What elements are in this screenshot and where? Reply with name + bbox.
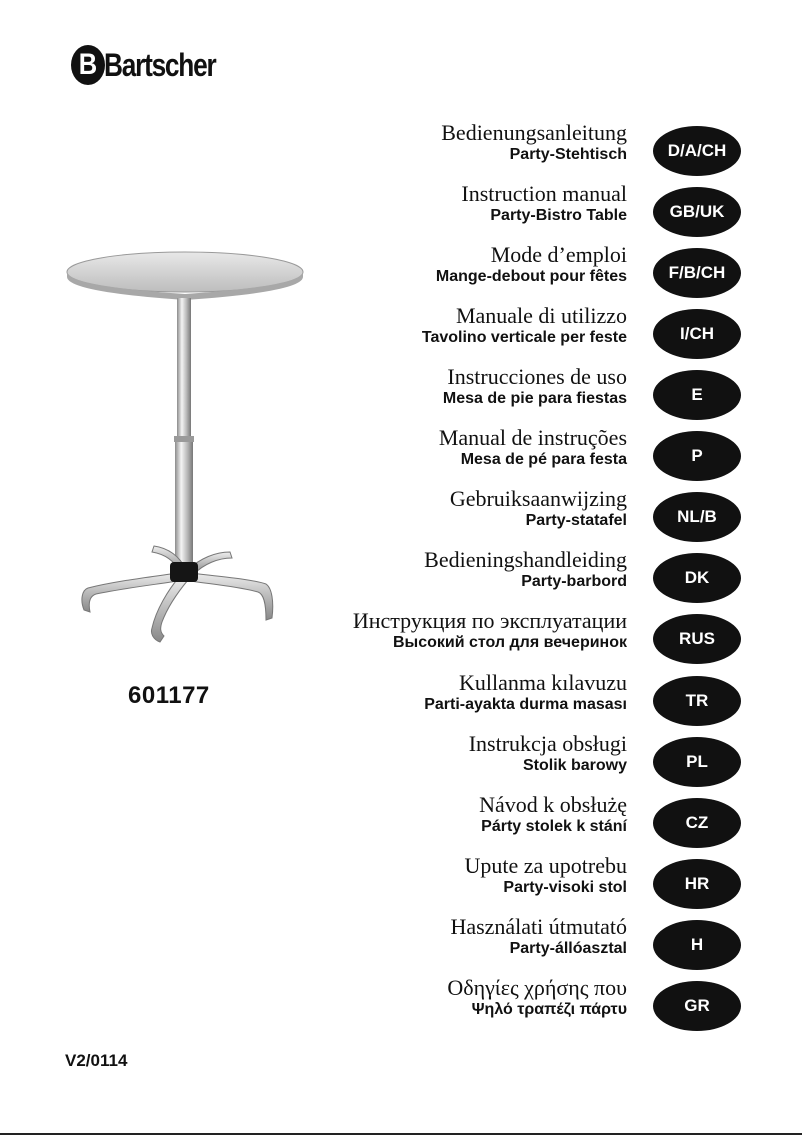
language-row — [320, 793, 780, 853]
language-row — [320, 976, 780, 1036]
language-row — [320, 365, 780, 425]
product-name: Mesa de pie para fiestas — [442, 390, 627, 407]
language-badge: F/B/CH — [653, 248, 741, 298]
language-row — [320, 671, 780, 731]
product-name: Mange-debout pour fêtes — [435, 268, 627, 285]
manual-title: Manuale di utilizzo — [455, 303, 627, 328]
language-row — [320, 487, 780, 547]
manual-title: Gebruiksaanwijzing — [449, 486, 627, 511]
language-badge: HR — [653, 859, 741, 909]
bistro-table-image — [60, 250, 310, 650]
language-row — [320, 121, 780, 181]
language-text — [443, 365, 627, 409]
product-name: Tavolino verticale per feste — [421, 329, 627, 346]
manual-title: Instruction manual — [461, 181, 627, 206]
product-name: Ψηλό τραπέζι πάρτυ — [471, 1001, 627, 1018]
version-label: V2/0114 — [65, 1051, 128, 1070]
language-badge: NL/B — [653, 492, 741, 542]
manual-title: Bedienungsanleitung — [441, 120, 627, 145]
language-badge: TR — [653, 676, 741, 726]
language-badge: CZ — [653, 798, 741, 848]
product-name: Высокий стол для вечеринок — [393, 634, 627, 651]
language-row — [320, 732, 780, 792]
manual-title: Οδηγίες χρήσης που — [447, 975, 627, 1000]
language-row — [320, 609, 780, 669]
manual-title: Instrukcja obsługi — [468, 731, 627, 756]
language-row — [320, 426, 780, 486]
language-badge: GB/UK — [653, 187, 741, 237]
manual-title: Upute za upotrebu — [464, 853, 627, 878]
language-badge: RUS — [653, 614, 741, 664]
language-text — [436, 243, 627, 287]
language-text — [450, 487, 627, 531]
language-badge: P — [653, 431, 741, 481]
manual-title: Instrucciones de uso — [447, 364, 627, 389]
language-text — [447, 976, 627, 1020]
manual-title: Kullanma kılavuzu — [458, 670, 627, 695]
language-badge: DK — [653, 553, 741, 603]
language-badge: D/A/CH — [653, 126, 741, 176]
language-text — [450, 915, 627, 959]
language-text — [479, 793, 627, 837]
product-name: Party-visoki stol — [503, 879, 627, 896]
product-name: Party-barbord — [521, 573, 627, 590]
manual-title: Bedieningshandleiding — [424, 547, 627, 572]
logo-text: Bartscher — [104, 46, 216, 83]
product-name: Party-Stehtisch — [509, 146, 627, 163]
language-row — [320, 854, 780, 914]
language-row — [320, 548, 780, 608]
product-name: Mesa de pé para festa — [460, 451, 627, 468]
language-text — [461, 182, 627, 226]
product-name: Party-állóasztal — [509, 940, 627, 957]
manual-title: Mode d’emploi — [490, 242, 627, 267]
product-name: Party-statafel — [525, 512, 627, 529]
language-text — [439, 426, 627, 470]
product-name: Parti-ayakta durma masası — [424, 696, 627, 713]
logo-b-mark: B — [71, 45, 105, 85]
language-row — [320, 915, 780, 975]
language-list — [320, 0, 780, 1100]
language-text — [469, 732, 627, 776]
model-number: 601177 — [128, 682, 210, 709]
language-badge: I/CH — [653, 309, 741, 359]
language-badge: E — [653, 370, 741, 420]
language-text — [465, 854, 628, 898]
brand-logo — [68, 44, 240, 86]
language-text — [441, 121, 627, 165]
manual-title: Návod k obsłużę — [479, 792, 627, 817]
manual-title: Инструкция по эксплуатации — [352, 608, 627, 633]
bottom-rule — [0, 1133, 802, 1135]
manual-title: Manual de instruções — [438, 425, 627, 450]
product-name: Stolik barowy — [522, 757, 627, 774]
language-row — [320, 304, 780, 364]
language-badge: PL — [653, 737, 741, 787]
language-text — [422, 304, 627, 348]
product-name: Párty stolek k stání — [481, 818, 627, 835]
manual-title: Használati útmutató — [450, 914, 627, 939]
language-text — [353, 609, 627, 653]
product-name: Party-Bistro Table — [490, 207, 627, 224]
language-text — [424, 671, 627, 715]
language-row — [320, 243, 780, 303]
language-badge: H — [653, 920, 741, 970]
language-row — [320, 182, 780, 242]
language-badge: GR — [653, 981, 741, 1031]
language-text — [424, 548, 627, 592]
